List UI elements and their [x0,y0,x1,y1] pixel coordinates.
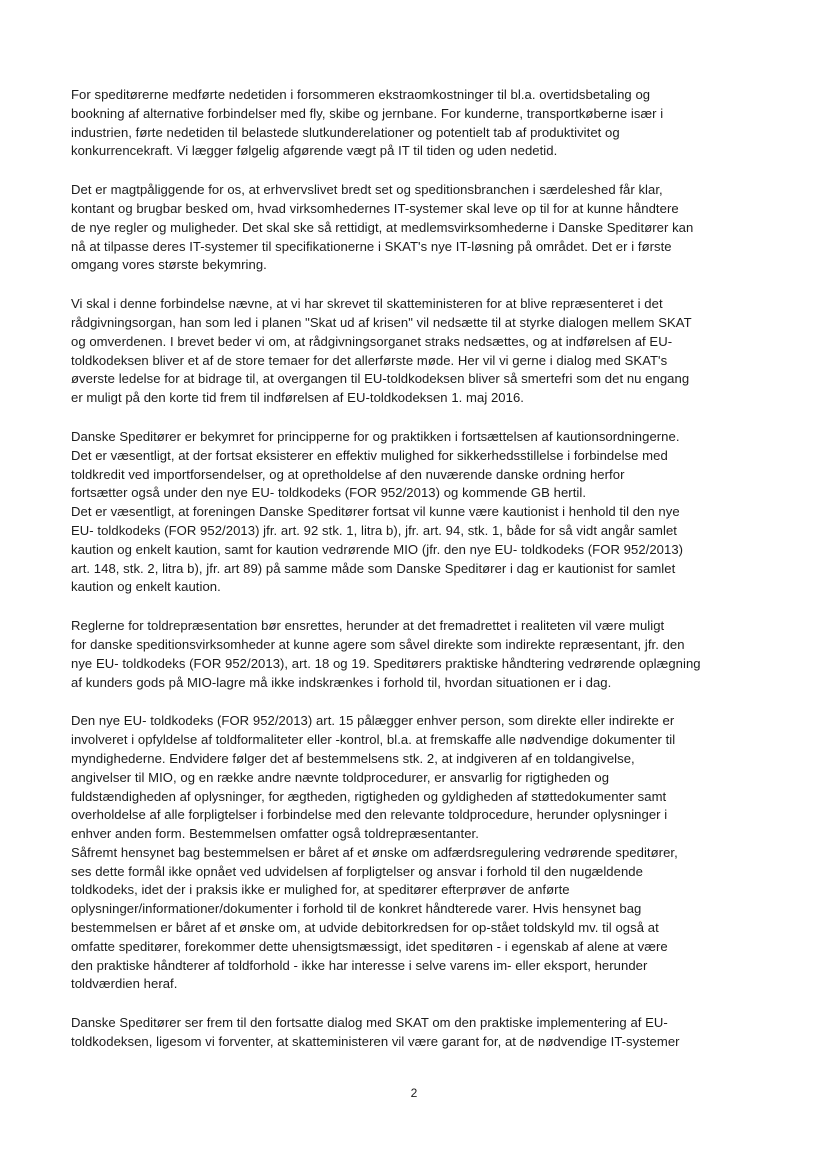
text-line: og omverdenen. I brevet beder vi om, at rådgivningsorganet straks nedsættes, og at indførelsen af EU- [71,333,673,349]
paragraph-3 [71,295,751,408]
paragraph-5 [71,617,751,692]
text-line: kaution og enkelt kaution, samt for kaution vedrørende MIO (jfr. den nye EU- toldkodeks (FOR 952/2013) [71,541,684,557]
page-number: 2 [410,1086,418,1100]
text-line: kaution og enkelt kaution. [71,579,221,595]
text-line: toldkredit ved importforsendelser, og at opretholdelse af den nuværende danske ordning herfor [71,466,625,482]
text-line: omgang vores største bekymring. [71,257,267,273]
text-line: er muligt på den korte tid frem til indførelsen af EU-toldkodeksen 1. maj 2016. [71,390,524,406]
text-line: bestemmelsen er båret af et ønske om, at udvide debitorkredsen for op-stået toldskyld mv. til også at [71,920,659,936]
text-line: øverste ledelse for at bidrage til, at overgangen til EU-toldkodeksen bliver så smertefri som det nu engang [71,371,690,387]
text-line: Det er væsentligt, at der fortsat eksisterer en effektiv mulighed for sikkerhedsstillelse i forbindelse med [71,447,668,463]
text-line: af kunders gods på MIO-lagre må ikke indskrænkes i forhold til, hvordan situationen er i dag. [71,674,612,690]
text-line: toldkodeks, idet der i praksis ikke er mulighed for, at speditører efterprøver de anførte [71,882,570,898]
text-line: nye EU- toldkodeks (FOR 952/2013), art. 18 og 19. Speditørers praktiske håndtering vedrørende oplægning [71,655,701,671]
text-line: Danske Speditører ser frem til den fortsatte dialog med SKAT om den praktiske implementering af EU- [71,1015,668,1031]
paragraph-7 [71,1014,751,1052]
text-line: Såfremt hensynet bag bestemmelsen er båret af et ønske om adfærdsregulering vedrørende speditører, [71,844,678,860]
text-line: nå at tilpasse deres IT-systemer til specifikationerne i SKAT's nye IT-løsning på området. Det er i første [71,238,672,254]
text-line: Det er væsentligt, at foreningen Danske Speditører fortsat vil kunne være kautionist i henhold til den nye [71,504,680,520]
text-line: myndighederne. Endvidere følger det af bestemmelsens stk. 2, at indgiveren af en toldangivelse, [71,750,635,766]
text-line: toldkodeksen bliver et af de store temaer for det allerførste møde. Her vil vi gerne i dialog med SKAT's [71,352,668,368]
text-line: fuldstændigheden af oplysninger, for ægtheden, rigtigheden og gyldigheden af støttedokumenter samt [71,788,667,804]
text-line: oplysninger/informationer/dokumenter i forhold til de konkret håndterede varer. Hvis hensynet bag [71,901,642,917]
text-line: toldværdien heraf. [71,976,178,992]
text-line: konkurrencekraft. Vi lægger følgelig afgørende vægt på IT til tiden og uden nedetid. [71,143,558,159]
text-line: bookning af alternative forbindelser med fly, skibe og jernbane. For kunderne, transportkøberne især i [71,105,664,121]
paragraph-1 [71,86,751,161]
text-line: involveret i opfyldelse af toldformaliteter eller -kontrol, bl.a. at fremskaffe alle nødvendige dokumenter til [71,732,676,748]
paragraph-4 [71,428,751,597]
paragraph-6 [71,712,751,994]
text-line: Den nye EU- toldkodeks (FOR 952/2013) art. 15 pålægger enhver person, som direkte eller indirekte er [71,713,675,729]
text-line: industrien, førte nedetiden til belastede slutkunderelationer og potentielt tab af produktivitet og [71,124,620,140]
text-line: kontant og brugbar besked om, hvad virksomhedernes IT-systemer skal leve op til for at kunne håndtere [71,200,679,216]
text-line: Det er magtpåliggende for os, at erhvervslivet bredt set og speditionsbranchen i særdeleshed får klar, [71,182,663,198]
text-line: for danske speditionsvirksomheder at kunne agere som såvel direkte som indirekte repræsentant, jfr. den [71,636,685,652]
text-line: For speditørerne medførte nedetiden i forsommeren ekstraomkostninger til bl.a. overtidsbetaling og [71,87,651,102]
text-line: toldkodeksen, ligesom vi forventer, at skatteministeren vil være garant for, at de nødvendige IT-systemer [71,1034,680,1050]
text-line: EU- toldkodeks (FOR 952/2013) jfr. art. 92 stk. 1, litra b), jfr. art. 94, stk. 1, både for så vidt angår samlet [71,522,677,538]
text-line: Reglerne for toldrepræsentation bør ensrettes, herunder at det fremadrettet i realiteten vil være muligt [71,618,665,634]
text-line: de nye regler og muligheder. Det skal ske så rettidigt, at medlemsvirksomhederne i Danske Speditører kan [71,219,694,235]
text-line: angivelser til MIO, og en række andre nævnte toldprocedurer, er ansvarlig for rigtigheden og [71,769,610,785]
text-line: Danske Speditører er bekymret for principperne for og praktikken i fortsættelsen af kautionsordningerne. [71,428,680,444]
text-line: fortsætter også under den nye EU- toldkodeks (FOR 952/2013) og kommende GB hertil. [71,485,587,501]
text-line: rådgivningsorgan, han som led i planen "Skat ud af krisen" vil nedsætte til at styrke dialogen mellem SKAT [71,314,692,330]
body-text [71,86,751,1052]
text-line: overholdelse af alle forpligtelser i forbindelse med den relevante toldprocedure, herunder oplysninger i [71,807,668,823]
text-line: Vi skal i denne forbindelse nævne, at vi har skrevet til skatteministeren for at blive repræsenteret i det [71,296,663,312]
paragraph-2 [71,181,751,275]
text-line: art. 148, stk. 2, litra b), jfr. art 89) på samme måde som Danske Speditører i dag er kautionist for samlet [71,560,676,576]
text-line: enhver anden form. Bestemmelsen omfatter også toldrepræsentanter. [71,826,479,842]
text-line: ses dette formål ikke opnået ved udvidelsen af forpligtelser og ansvar i forhold til den nugældende [71,863,643,879]
text-line: den praktiske håndterer af toldforhold - ikke har interesse i selve varens im- eller eksport, herunder [71,957,648,973]
text-line: omfatte speditører, forekommer dette uhensigtsmæssigt, idet speditøren - i egenskab af alene at være [71,938,668,954]
